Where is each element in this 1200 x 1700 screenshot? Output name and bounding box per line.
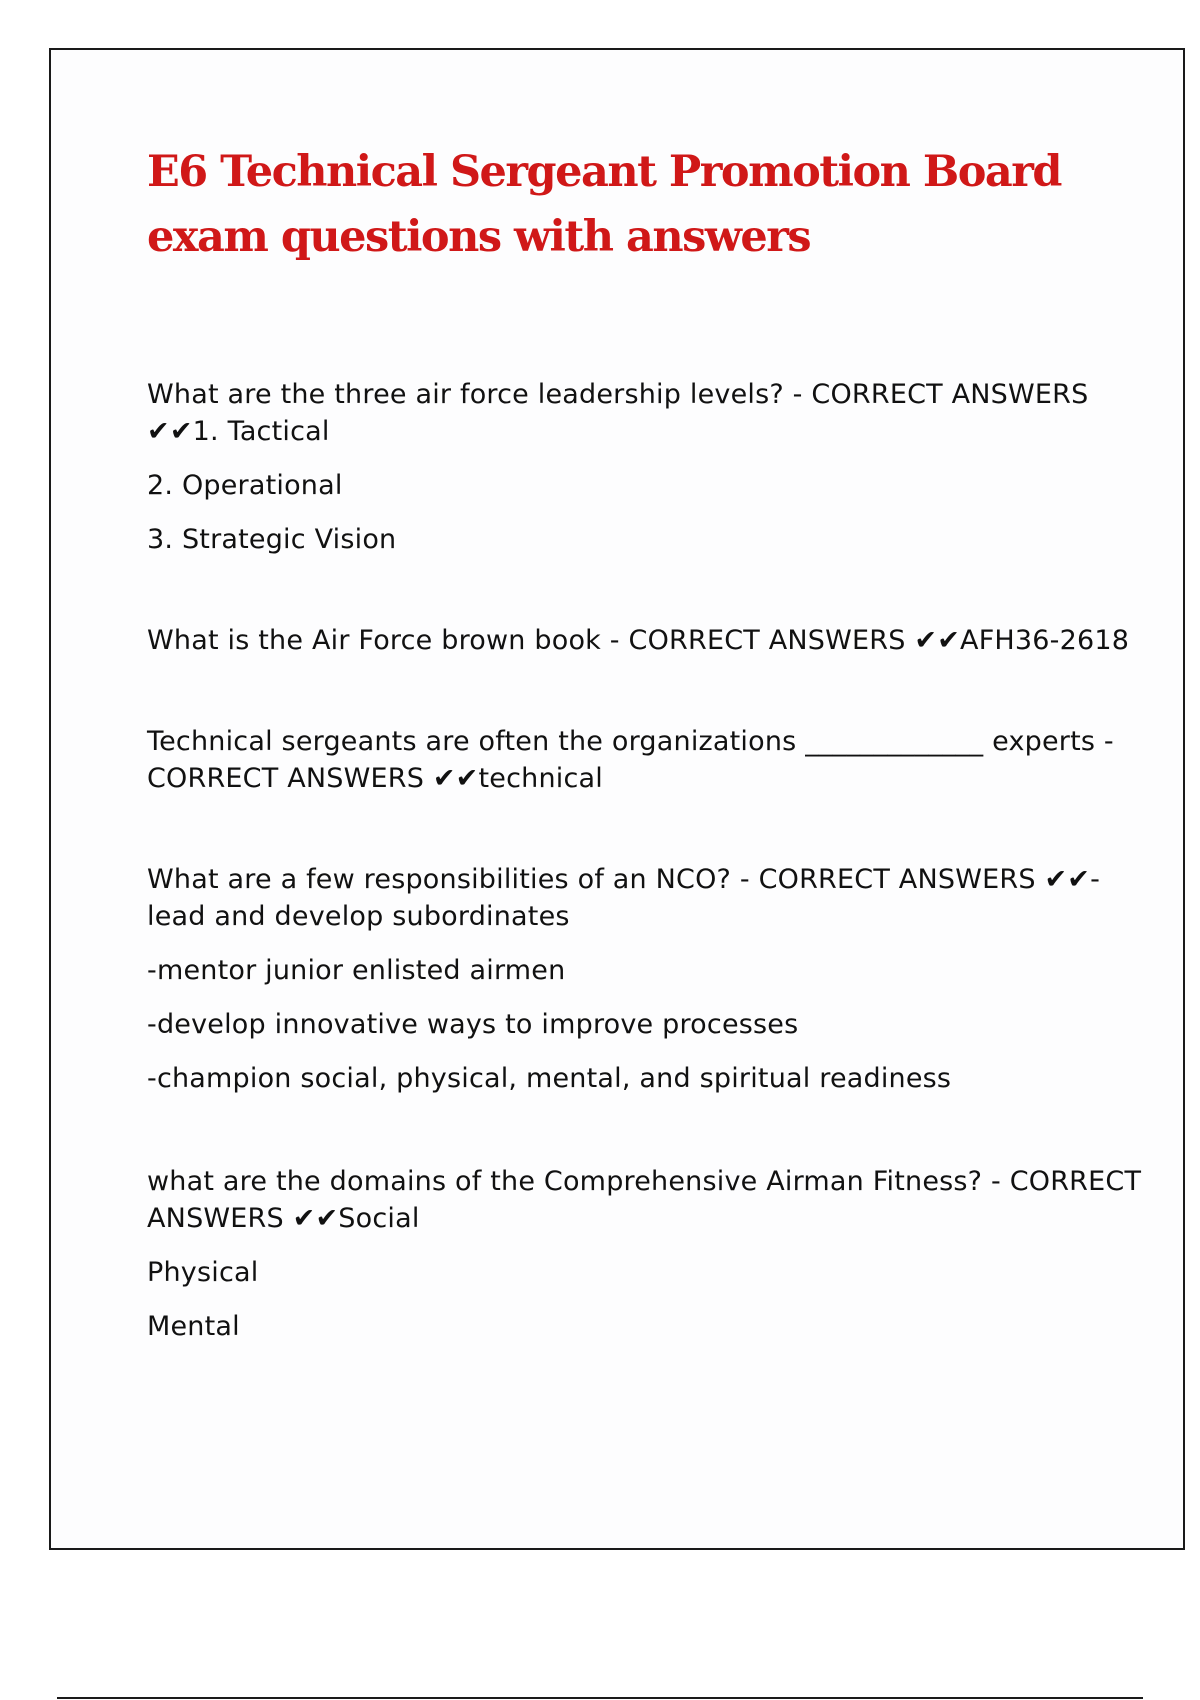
question-text: Technical sergeants are often the organizations _____________ experts - CORRECT ANSWERS ✔✔technical xyxy=(147,726,1114,794)
question-text: What are the three air force leadership levels? - CORRECT ANSWERS ✔✔1. Tactical xyxy=(147,379,1089,447)
qa-item-brown-book xyxy=(147,622,1147,659)
qa-item-leadership-levels xyxy=(147,376,1147,558)
answer-line: -champion social, physical, mental, and spiritual readiness xyxy=(147,1063,952,1094)
answer-line: -mentor junior enlisted airmen xyxy=(147,955,566,986)
question-text: what are the domains of the Comprehensive Airman Fitness? - CORRECT ANSWERS ✔✔Social xyxy=(147,1166,1142,1234)
answer-line: -develop innovative ways to improve processes xyxy=(147,1009,799,1040)
qa-item-airman-fitness xyxy=(147,1163,1147,1345)
answer-line: Mental xyxy=(147,1311,240,1342)
qa-item-nco-responsibilities xyxy=(147,861,1147,1097)
footer-divider xyxy=(57,1697,1143,1699)
question-text: What is the Air Force brown book - CORRECT ANSWERS ✔✔AFH36-2618 xyxy=(147,625,1130,656)
answer-line: 3. Strategic Vision xyxy=(147,524,397,555)
answer-line: Physical xyxy=(147,1257,259,1288)
qa-item-technical-experts xyxy=(147,723,1147,797)
question-text: What are a few responsibilities of an NCO? - CORRECT ANSWERS ✔✔-lead and develop subordinates xyxy=(147,864,1101,932)
page-frame xyxy=(49,48,1185,1550)
answer-line: 2. Operational xyxy=(147,470,343,501)
document-title: E6 Technical Sergeant Promotion Board exam questions with answers xyxy=(147,147,1061,262)
document-content xyxy=(147,140,1147,1345)
